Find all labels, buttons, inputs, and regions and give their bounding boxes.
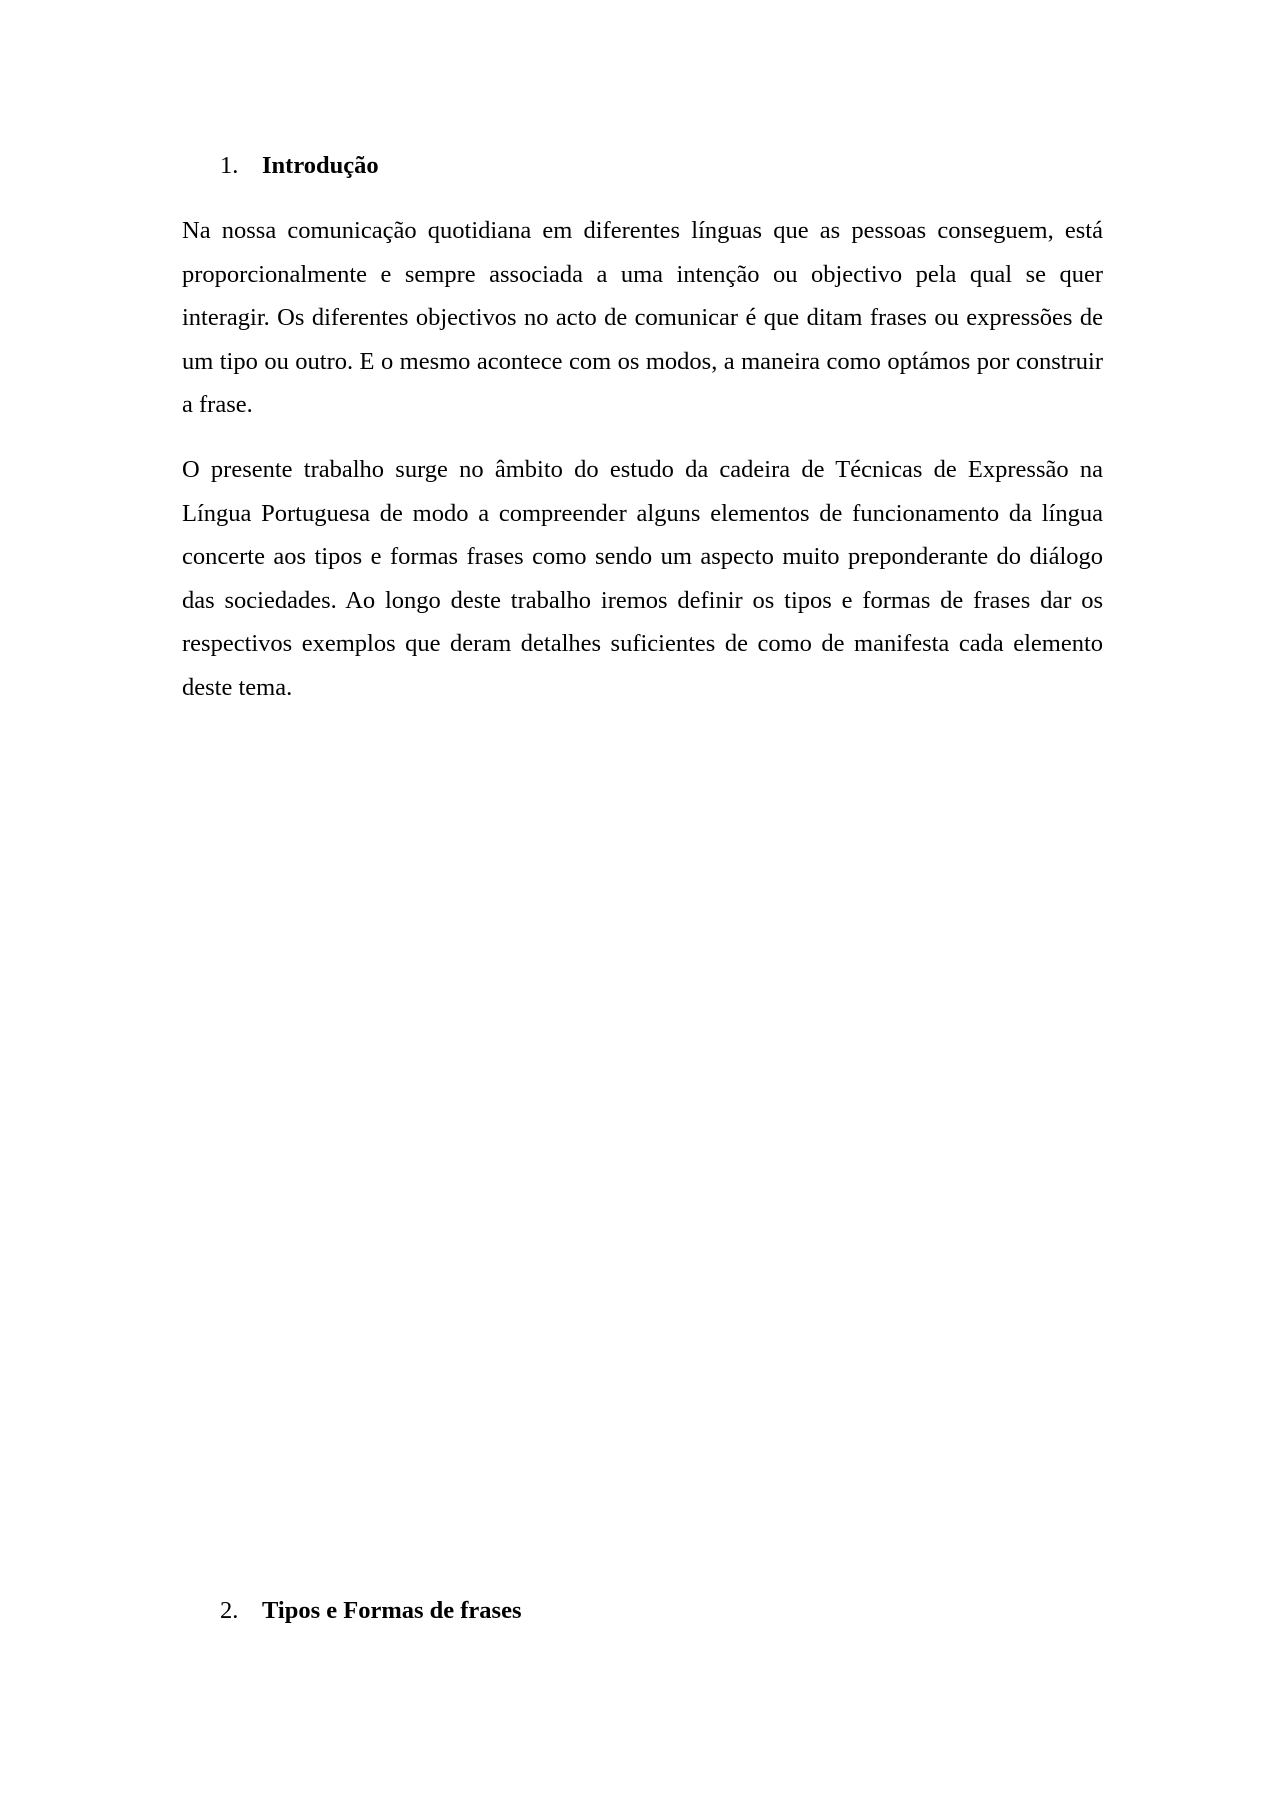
paragraph: O presente trabalho surge no âmbito do estudo da cadeira de Técnicas de Expressão na Língua Portuguesa de modo a compreender alguns elementos de funcionamento da língua concerte aos tipos e formas frases como sendo um aspecto muito preponderante do diálogo das sociedades. Ao longo deste trabalho iremos definir os tipos e formas de frases dar os respectivos exemplos que deram detalhes suficientes de como de manifesta cada elemento deste tema. bbox=[182, 456, 1103, 701]
heading-title: Introdução bbox=[262, 152, 379, 179]
section-heading-tipos-formas bbox=[220, 1597, 522, 1625]
section-heading-introducao bbox=[220, 152, 379, 180]
heading-number: 1. bbox=[220, 152, 239, 179]
heading-number: 2. bbox=[220, 1597, 239, 1624]
paragraph: Na nossa comunicação quotidiana em diferentes línguas que as pessoas conseguem, está proporcionalmente e sempre associada a uma intenção ou objectivo pela qual se quer interagir. Os diferentes objectivos no acto de comunicar é que ditam frases ou expressões de um tipo ou outro. E o mesmo acontece com os modos, a maneira como optámos por construir a frase. bbox=[182, 217, 1103, 418]
heading-title: Tipos e Formas de frases bbox=[262, 1597, 522, 1624]
